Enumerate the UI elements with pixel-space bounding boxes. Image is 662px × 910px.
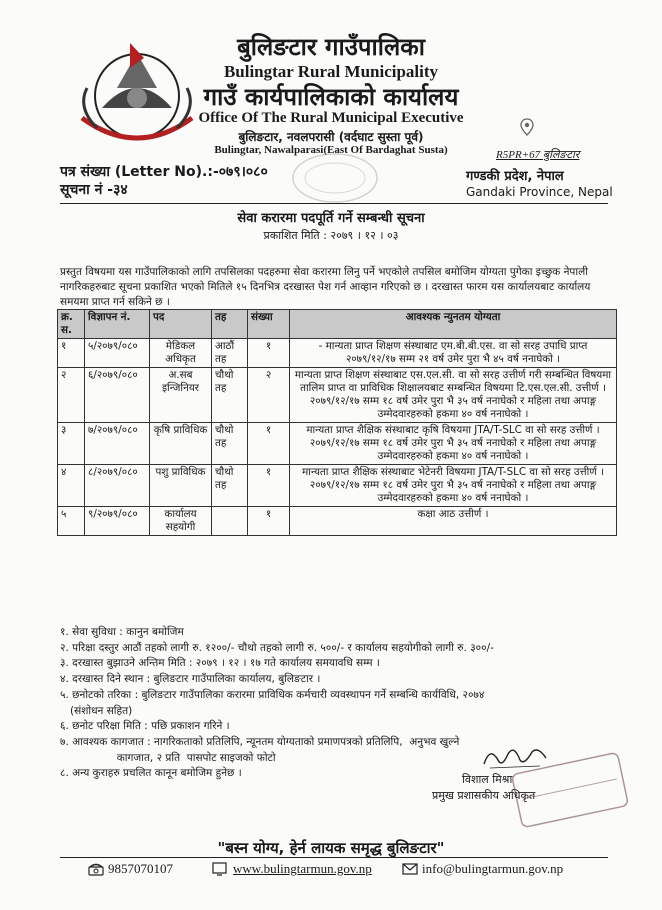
cell-count: २ [248,368,290,423]
cell-ad-no: ७/२०७९/०८० [85,423,150,465]
address-ne: बुलिङटार, नवलपरासी (वर्दघाट सुस्ता पूर्व) [238,130,424,144]
note-item: २. परिक्षा दस्तुर आठौं तहको लागी रु. १२००/- चौथो तहको लागी रु. ५००/- र कार्यालय सहयोगीको लागी रु. ३००/- [60,641,494,654]
note-item: (संशोधन सहित) [60,704,133,717]
cell-ad-no: ६/२०७९/०८० [85,368,150,423]
location-pin-icon [520,118,534,136]
qualification-line: २०७९/१२/१७ सम्म १८ वर्ष उमेर पुरा भै ३५ वर्ष ननाघेको र महिला तथा अपाङ्ग उम्मेदवारहरुको हकमा ४० वर्ष ननाघेको । [309,437,597,462]
cell-qualification [290,339,617,368]
qualification-line: २०७९/१२/१७ सम्म १८ वर्ष उमेर पुरा भै ३५ वर्ष ननाघेको र महिला तथा अपाङ्ग उम्मेदवारहरुको हकमा ४० वर्ष ननाघेको । [309,479,597,504]
phone-number: 9857070107 [108,861,173,876]
cell-count: १ [248,423,290,465]
province-en: Gandaki Province, Nepal [466,185,613,199]
note-item: ३. दरखास्त बुझाउने अन्तिम मिति : २०७९ । १२ । १७ गते कार्यालय समयावधि सम्म । [60,657,380,670]
table-row [58,339,617,368]
table-row [58,423,617,465]
cell-ad-no: ८/२०७९/०८० [85,465,150,507]
cell-ad-no: ९/२०७९/०८० [85,507,150,536]
cell-post: मेडिकल अधिकृत [150,339,212,368]
plus-code: R5PR+67 बुलिङटार [496,149,580,161]
signatory-title: प्रमुख प्रशासकीय अधिकृत [432,789,536,802]
cell-sn: १ [58,339,85,368]
qualification-line: २०७९/१२/१७ सम्म १८ वर्ष उमेर पुरा भै ३५ वर्ष ननाघेको र महिला तथा अपाङ्ग उम्मेदवारहरुको हकमा ४० वर्ष ननाघेको । [309,395,597,420]
note-item: ७. आवश्यक कागजात : नागरिकताको प्रतिलिपि, न्यूनतम योग्यताको प्रमाणपत्रको प्रतिलिपि, अनुभव खुल्ने [60,735,460,748]
footer-contact [0,860,662,880]
note-item: ४. दरखास्त दिने स्थान : बुलिङटार गाउँपालिका कार्यालय, बुलिङटार । [60,673,321,686]
col-header-count: संख्या [248,310,290,339]
qualification-line: मान्यता प्राप्त शैक्षिक संस्थाबाट भेटेनरी विषयमा JTA/T-SLC वा सो सरह उत्तीर्ण । [302,466,604,478]
cell-count: १ [248,507,290,536]
cell-sn: ३ [58,423,85,465]
table-row [58,507,617,536]
cell-count: १ [248,339,290,368]
qualification-line: मान्यता प्राप्त शिक्षण संस्थाबाट एस.एल.सी. वा सो सरह उत्तीर्ण गरी सम्बन्धित विषयमा तालिम प्राप्त वा प्राविधिक शिक्षालयबाट सम्बन्धित विषयमा टि.एस.एल.सी. उत्तीर्ण । [294,369,612,394]
cell-qualification [290,368,617,423]
cell-level: आठौं तह [212,339,248,368]
office-seal-stamp [290,150,380,205]
footer-slogan: "बस्न योग्य, हेर्न लायक समृद्ध बुलिङटार" [217,839,445,857]
col-header-post: पद [150,310,212,339]
cell-ad-no: ५/२०७९/०८० [85,339,150,368]
note-item: १. सेवा सुविधा : कानुन बमोजिम [60,626,184,638]
cell-qualification [290,465,617,507]
col-header-ad-no: विज्ञापन नं. [85,310,150,339]
note-item: कागजात, २ प्रति पासपोट साइजको फोटो [60,751,276,764]
municipality-name-ne: बुलिङटार गाउँपालिका [237,33,425,61]
cell-level: चौथो तह [212,465,248,507]
cell-qualification [290,423,617,465]
vacancy-table [57,309,617,536]
note-item: ६. छनोट परिक्षा मिति : पछि प्रकाशन गरिने । [60,720,230,733]
cell-count: १ [248,465,290,507]
table-row [58,465,617,507]
municipality-name-en: Bulingtar Rural Municipality [223,62,439,81]
address-en: Bulingtar, Nawalparasi(East Of Bardaghat Susta) [214,144,448,156]
notice-subject: सेवा करारमा पदपूर्ति गर्ने सम्बन्धी सूचना [237,211,425,226]
intro-paragraph: प्रस्तुत विषयमा यस गाउँपालिकाको लागि तपसिलका पदहरुमा सेवा करारमा लिनु पर्ने भएकोले तपसिल बमोजिम योग्यता पुगेका इच्छुक नेपाली नागरिकहरुबाट सूचना प्रकाशित भएको मितिले १५ दिनभित्र दरखास्त पेश गर्न आव्हान गरिएको छ । दरखास्त फारम यस कार्यालयबाट कार्यालय समयमा प्राप्त गर्न सकिने छ । [60,266,591,308]
cell-sn: ४ [58,465,85,507]
province-ne: गण्डकी प्रदेश, नेपाल [466,169,564,184]
cell-sn: २ [58,368,85,423]
qualification-line: कक्षा आठ उत्तीर्ण । [417,508,489,520]
email-address[interactable]: info@bulingtarmun.gov.np [422,861,564,876]
cell-sn: ५ [58,507,85,536]
phone-icon [88,862,104,876]
email-icon [402,861,418,876]
signatory-name: विशाल मिश्रा [462,773,513,786]
col-header-level: तह [212,310,248,339]
office-name-en: Office Of The Rural Municipal Executive [198,110,464,126]
cell-level: चौथो तह [212,368,248,423]
col-header-sn: क्र. स. [58,310,85,339]
note-item: ८. अन्य कुराहरु प्रचलित कानून बमोजिम हुनेछ । [60,767,242,780]
table-row [58,368,617,423]
notice-number: सूचना नं -३४ [60,182,128,198]
letter-number: पत्र संख्या (Letter No).:-०७९।०८० [60,164,268,180]
footer-divider [60,857,608,858]
table-header-row [58,310,617,339]
office-name-ne: गाउँ कार्यपालिकाको कार्यालय [203,83,459,111]
note-item: ५. छनोटको तरिका : बुलिङटार गाउँपालिका करारमा प्राविधिक कर्मचारी व्यवस्थापन गर्ने सम्बन्धि कार्यविधि, २०७४ [60,688,485,701]
qualification-line: - मान्यता प्राप्त शिक्षण संस्थाबाट एम.बी.बी.एस. वा सो सरह उपाधि प्राप्त २०७९/१२/१७ सम्म २१ वर्ष उमेर पुरा भै ४५ वर्ष ननाघेको । [318,340,588,365]
cell-post: अ.सब इन्जिनियर [150,368,212,423]
cell-post: कार्यालय सहयोगी [150,507,212,536]
cell-level [212,507,248,536]
published-date: प्रकाशित मिति : २०७९ । १२ । ०३ [263,229,399,242]
web-icon [212,861,227,876]
cell-post: कृषि प्राविधिक [150,423,212,465]
qualification-line: मान्यता प्राप्त शैक्षिक संस्थाबाट कृषि विषयमा JTA/T-SLC वा सो सरह उत्तीर्ण । [306,424,600,436]
cell-post: पशु प्राविधिक [150,465,212,507]
col-header-qualification: आवश्यक न्युनतम योग्यता [290,310,617,339]
cell-qualification [290,507,617,536]
header-divider [60,203,608,204]
website-link[interactable]: www.bulingtarmun.gov.np [233,861,372,876]
cell-level: चौथो तह [212,423,248,465]
